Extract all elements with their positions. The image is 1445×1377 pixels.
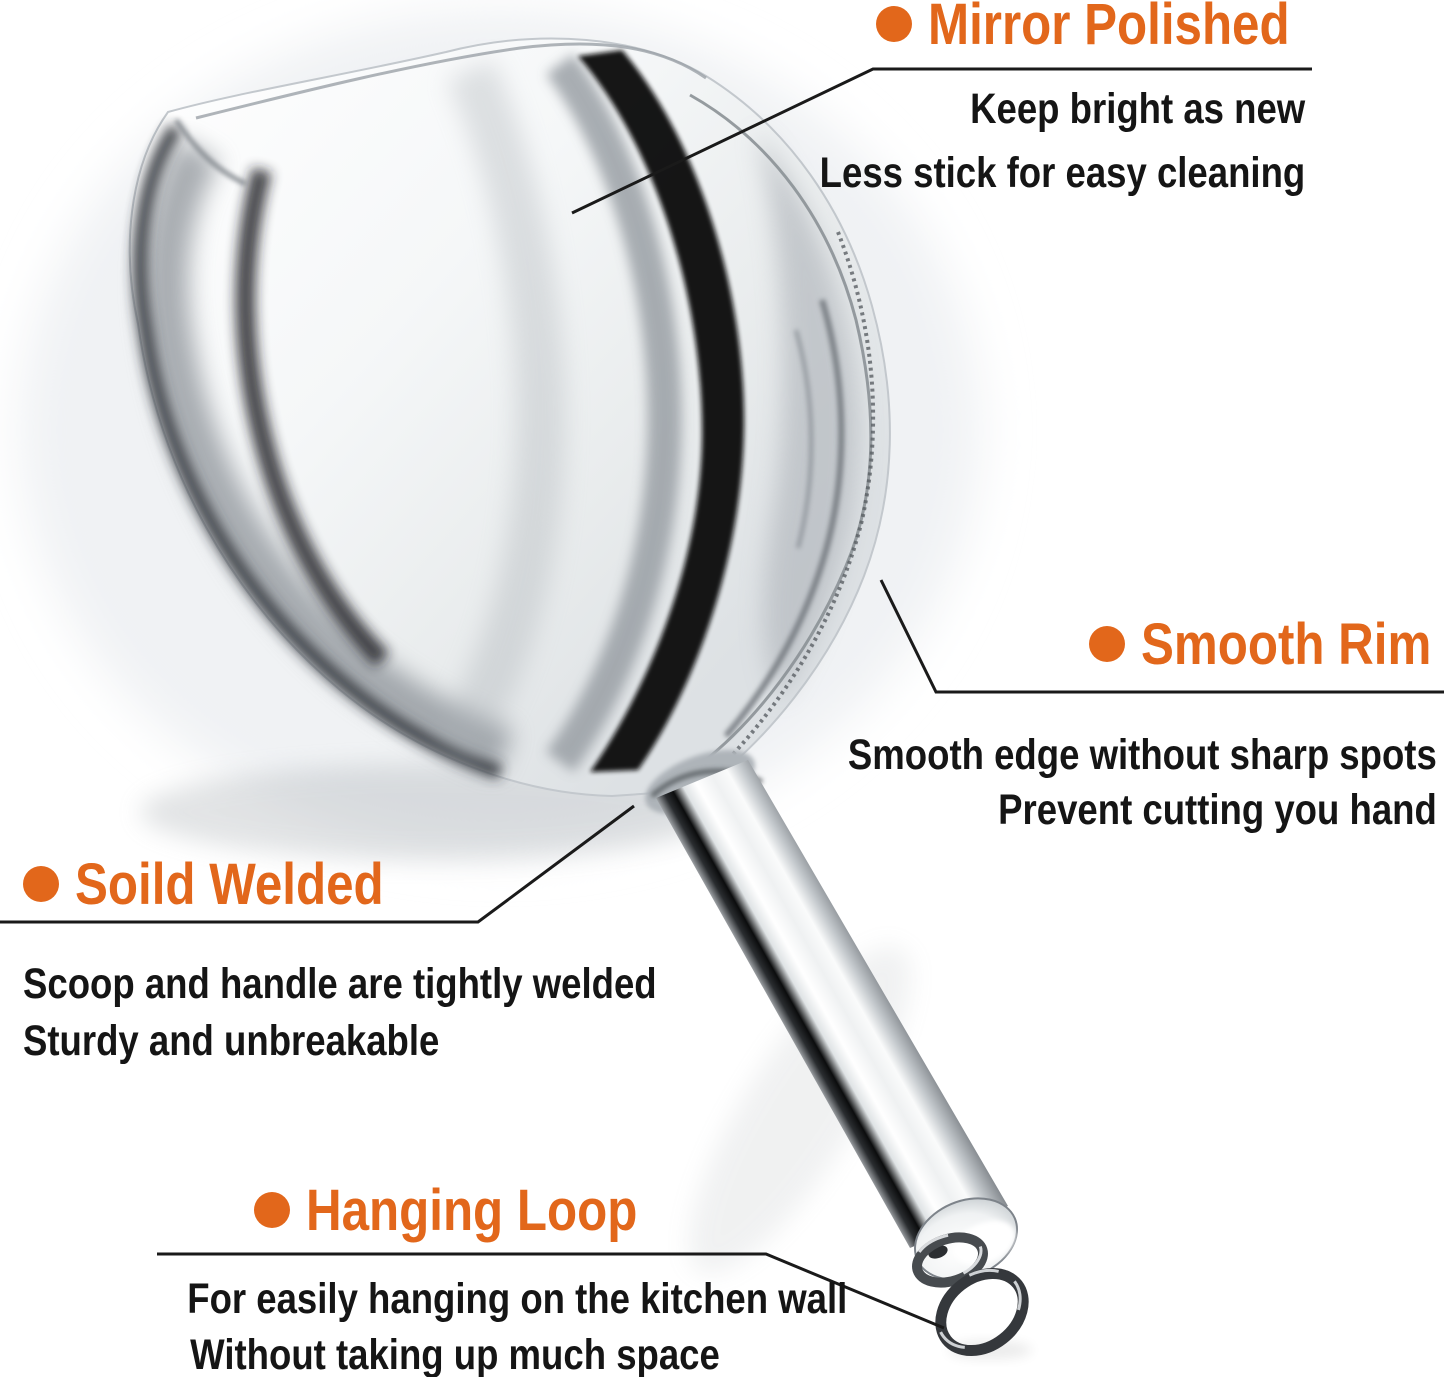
feature-text-line: For easily hanging on the kitchen wall	[187, 1275, 848, 1323]
feature-title: Hanging Loop	[306, 1177, 638, 1243]
bullet-dot-icon	[254, 1192, 290, 1228]
annotation-title-hanging-loop	[254, 1177, 696, 1243]
feature-text-line: Without taking up much space	[190, 1331, 720, 1377]
feature-title: Soild Welded	[75, 851, 384, 917]
annotation-body-hanging-loop	[187, 1271, 848, 1377]
feature-text-line: Sturdy and unbreakable	[23, 1017, 440, 1065]
bullet-dot-icon	[1089, 626, 1125, 662]
annotation-title-solid-welded	[23, 851, 438, 917]
bullet-dot-icon	[876, 6, 912, 42]
feature-text-line: Prevent cutting you hand	[998, 786, 1437, 834]
annotation-title-mirror-polished	[876, 0, 1353, 57]
bullet-dot-icon	[23, 866, 59, 902]
annotation-body-mirror-polished	[819, 77, 1305, 205]
annotation-body-solid-welded	[23, 956, 657, 1070]
feature-text-line: Scoop and handle are tightly welded	[23, 960, 657, 1008]
feature-text-line: Keep bright as new	[969, 85, 1305, 133]
feature-title: Smooth Rim	[1141, 611, 1432, 677]
feature-title: Mirror Polished	[928, 0, 1290, 57]
annotation-body-smooth-rim	[848, 728, 1437, 838]
annotation-title-smooth-rim	[1089, 611, 1445, 677]
feature-text-line: Less stick for easy cleaning	[819, 149, 1305, 197]
feature-text-line: Smooth edge without sharp spots	[848, 731, 1437, 779]
